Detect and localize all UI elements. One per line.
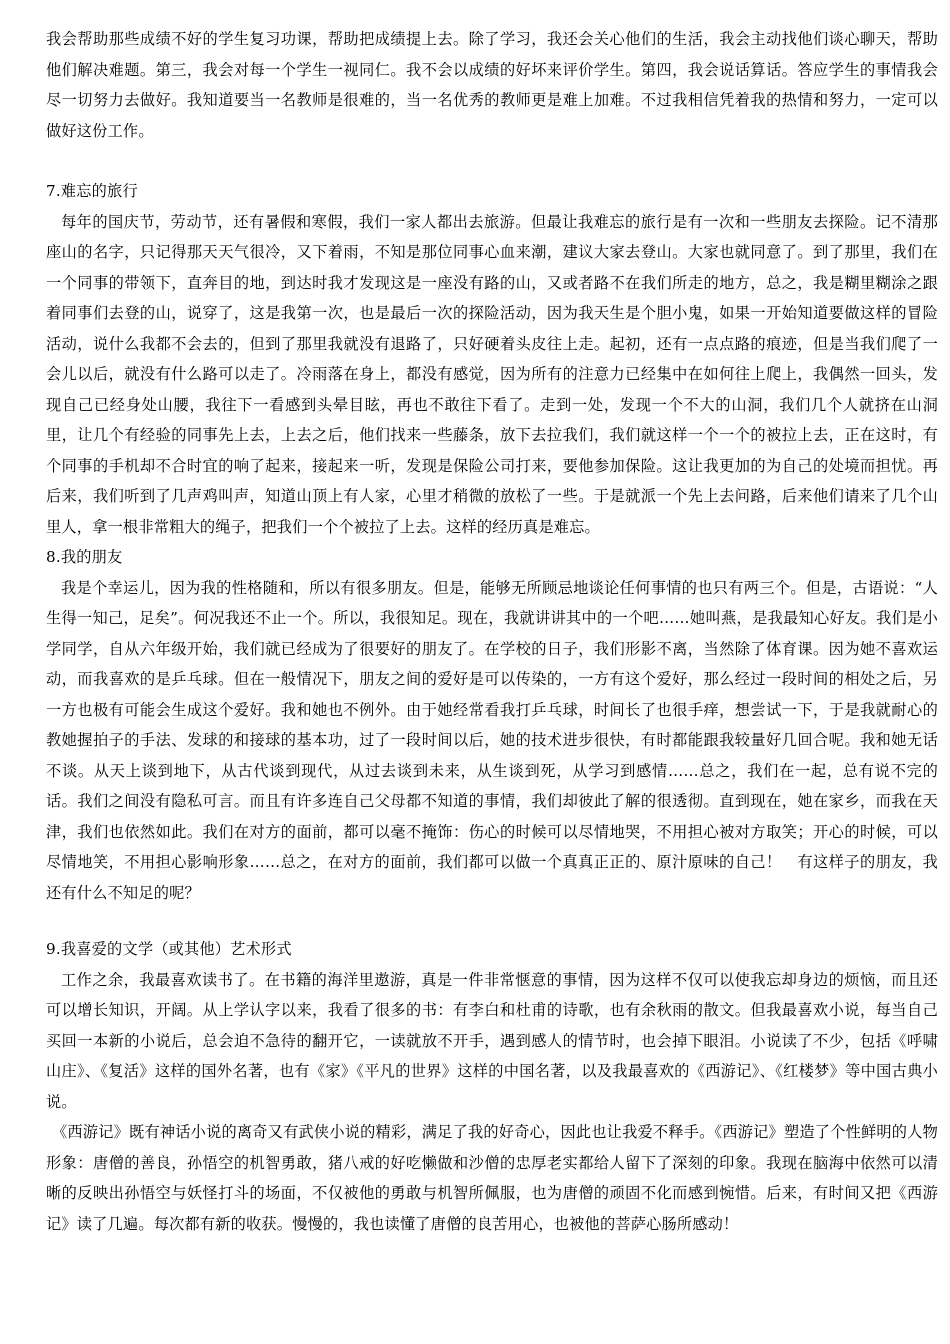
section-9-heading: 9.我喜爱的文学（或其他）艺术形式 [46,940,292,958]
section-9-paragraph-1: 工作之余，我最喜欢读书了。在书籍的海洋里遨游，真是一件非常惬意的事情，因为这样不仅可以使我忘却身边的烦恼，而且还可以增长知识，开阔。从上学认字以来，我看了很多的书：有李白和杜甫的诗歌，也有余秋雨的散文。但我最喜欢小说，每当自己买回一本新的小说后，总会迫不急待的翻开它，一读就放不开手，遇到感人的情节时，也会掉下眼泪。小说读了不少，包括《呼啸山庄》、《复活》这样的国外名著，也有《家》《平凡的世界》这样的中国名著，以及我最喜欢的《西游记》、《红楼梦》等中国古典小说。 [46,970,938,1111]
section-8-paragraph: 我是个幸运儿，因为我的性格随和，所以有很多朋友。但是，能够无所顾忌地谈论任何事情的也只有两三个。但是，古语说：“人生得一知己，足矣”。何况我还不止一个。所以，我很知足。现在，我就讲讲其中的一个吧……她叫燕，是我最知心好友。我们是小学同学，自从六年级开始，我们就已经成为了很要好的朋友了。在学校的日子，我们形影不离，当然除了体育课。因为她不喜欢运动，而我喜欢的是乒乓球。但在一般情况下，朋友之间的爱好是可以传染的，一方有这个爱好，那么经过一段时间的相处之后，另一方也极有可能会生成这个爱好。我和她也不例外。由于她经常看我打乒乓球，时间长了也很手痒，想尝试一下，于是我就耐心的教她握拍子的手法、发球的和接球的基本功，过了一段时间以后，她的技术进步很快，有时都能跟我较量好几回合呢。我和她无话不谈。从天上谈到地下，从古代谈到现代，从过去谈到未来，从生谈到死，从学习到感情……总之，我们在一起，总有说不完的话。我们之间没有隐私可言。而且有许多连自己父母都不知道的事情，我们却彼此了解的很透彻。直到现在，她在家乡，而我在天津，我们也依然如此。我们在对方的面前，都可以毫不掩饰：伤心的时候可以尽情地哭，不用担心被对方取笑；开心的时候，可以尽情地笑，不用担心影响形象……总之，在对方的面前，我们都可以做一个真真正正的、原汁原味的自己！ 有这样子的朋友，我还有什么不知足的呢？ [46,578,938,902]
section-7-heading: 7.难忘的旅行 [46,182,138,200]
section-spacer [46,146,938,176]
section-9-paragraph-2: 《西游记》既有神话小说的离奇又有武侠小说的精彩，满足了我的好奇心，因此也让我爱不释手。《西游记》塑造了个性鲜明的人物形象：唐僧的善良，孙悟空的机智勇敢，猪八戒的好吃懒做和沙僧的忠厚老实都给人留下了深刻的印象。我现在脑海中依然可以清晰的反映出孙悟空与妖怪打斗的场面，不仅被他的勇敢与机智所佩服，也为唐僧的顽固不化而感到惋惜。后来，有时间又把《西游记》读了几遍。每次都有新的收获。慢慢的，我也读懂了唐僧的良苦用心，也被他的菩萨心肠所感动！ [46,1123,938,1233]
section-7-paragraph: 每年的国庆节，劳动节，还有暑假和寒假，我们一家人都出去旅游。但最让我难忘的旅行是有一次和一些朋友去探险。记不清那座山的名字，只记得那天天气很冷，又下着雨，不知是那位同事心血来潮，建议大家去登山。大家也就同意了。到了那里，我们在一个同事的带领下，直奔目的地，到达时我才发现这是一座没有路的山，又或者路不在我们所走的地方，总之，我是糊里糊涂之跟着同事们去登的山，说穿了，这是我第一次，也是最后一次的探险活动，因为我天生是个胆小鬼，如果一开始知道要做这样的冒险活动，说什么我都不会去的，但到了那里我就没有退路了，只好硬着头皮往上走。起初，还有一点点路的痕迹，但是当我们爬了一会儿以后，就没有什么路可以走了。冷雨落在身上，都没有感觉，因为所有的注意力已经集中在如何往上爬上，我偶然一回头，发现自己已经身处山腰，我往下一看感到头晕目眩，再也不敢往下看了。走到一处，发现一个不大的山洞，我们几个人就挤在山洞里，让几个有经验的同事先上去，上去之后，他们找来一些藤条，放下去拉我们，我们就这样一个一个的被拉上去，正在这时，有个同事的手机却不合时宜的响了起来，接起来一听，发现是保险公司打来，要他参加保险。这让我更加的为自己的处境而担忧。再后来，我们听到了几声鸡叫声，知道山顶上有人家，心里才稍微的放松了一些。于是就派一个先上去问路，后来他们请来了几个山里人，拿一根非常粗大的绳子，把我们一个个被拉了上去。这样的经历真是难忘。 [46,212,938,536]
document-page [46,24,938,1239]
section-8-heading: 8.我的朋友 [46,548,123,566]
section-spacer [46,908,938,934]
intro-paragraph: 我会帮助那些成绩不好的学生复习功课，帮助把成绩提上去。除了学习，我还会关心他们的生活，我会主动找他们谈心聊天，帮助他们解决难题。第三，我会对每一个学生一视同仁。我不会以成绩的好坏来评价学生。第四，我会说话算话。答应学生的事情我会尽一切努力去做好。我知道要当一名教师是很难的，当一名优秀的教师更是难上加难。不过我相信凭着我的热情和努力，一定可以做好这份工作。 [46,30,938,140]
